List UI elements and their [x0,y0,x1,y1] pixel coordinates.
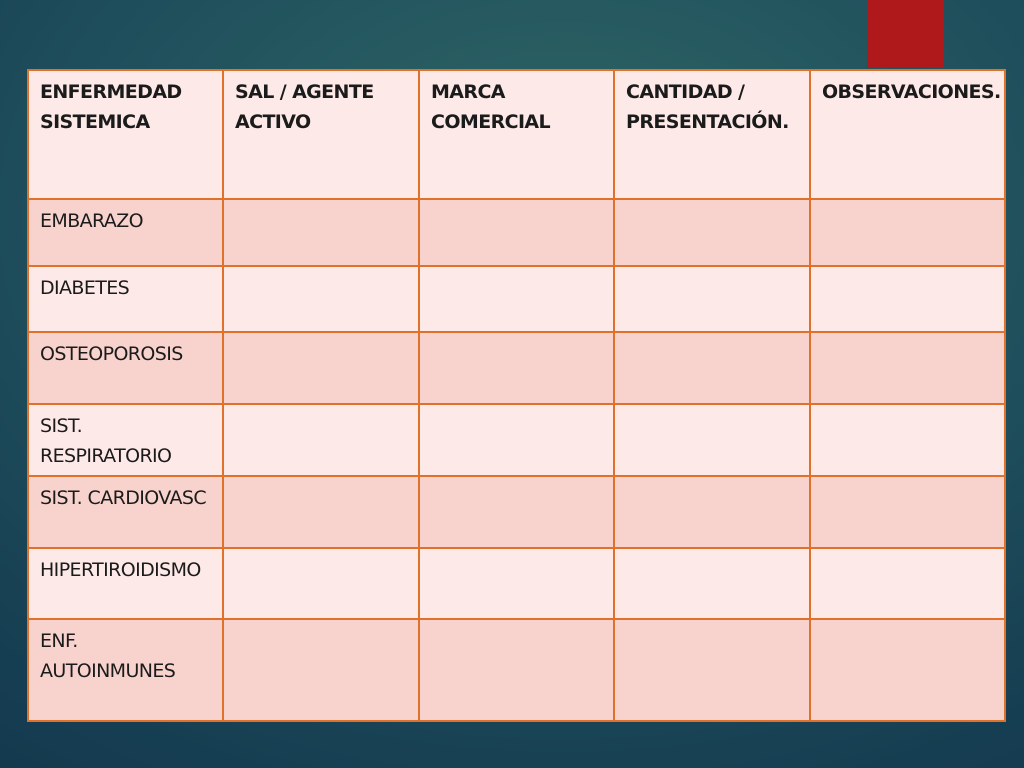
table-cell[interactable] [419,476,614,548]
table-row [28,548,1005,619]
table-cell[interactable] [223,548,419,619]
table-cell[interactable] [223,619,419,721]
table-cell[interactable] [810,266,1005,332]
table-cell[interactable] [223,199,419,266]
table-cell[interactable] [614,199,810,266]
table-cell[interactable] [810,404,1005,476]
table-cell[interactable] [419,619,614,721]
table-cell[interactable] [614,476,810,548]
table-cell[interactable] [419,404,614,476]
table-row [28,476,1005,548]
table-cell[interactable] [810,332,1005,404]
table-cell[interactable] [614,332,810,404]
table-cell[interactable] [810,548,1005,619]
table-cell[interactable] [223,404,419,476]
table-cell[interactable] [810,199,1005,266]
table-row [28,619,1005,721]
table-row [28,266,1005,332]
table-cell[interactable] [614,619,810,721]
table-cell[interactable] [614,548,810,619]
table-cell[interactable] [419,266,614,332]
table-cell[interactable] [223,476,419,548]
table-cell[interactable] [810,476,1005,548]
table-cell[interactable] [223,332,419,404]
table-cell[interactable] [419,199,614,266]
table-row [28,404,1005,476]
row-label: SIST. RESPIRATORIO [28,404,223,476]
table-cell[interactable] [614,404,810,476]
table-row [28,199,1005,266]
table-cell[interactable] [419,332,614,404]
header-observaciones: OBSERVACIONES. [810,70,1005,199]
row-label: ENF. AUTOINMUNES [28,619,223,721]
table-cell[interactable] [223,266,419,332]
header-sal-agente-activo: SAL / AGENTE ACTIVO [223,70,419,199]
table-cell[interactable] [614,266,810,332]
accent-bar [867,0,944,68]
header-marca-comercial: MARCA COMERCIAL [419,70,614,199]
row-label: HIPERTIROIDISMO [28,548,223,619]
medications-table [27,69,1006,722]
header-cantidad-presentacion: CANTIDAD / PRESENTACIÓN. [614,70,810,199]
row-label: SIST. CARDIOVASC [28,476,223,548]
table-cell[interactable] [810,619,1005,721]
table-header-row [28,70,1005,199]
row-label: OSTEOPOROSIS [28,332,223,404]
table-cell[interactable] [419,548,614,619]
table-row [28,332,1005,404]
row-label: DIABETES [28,266,223,332]
header-enfermedad-sistemica: ENFERMEDAD SISTEMICA [28,70,223,199]
row-label: EMBARAZO [28,199,223,266]
